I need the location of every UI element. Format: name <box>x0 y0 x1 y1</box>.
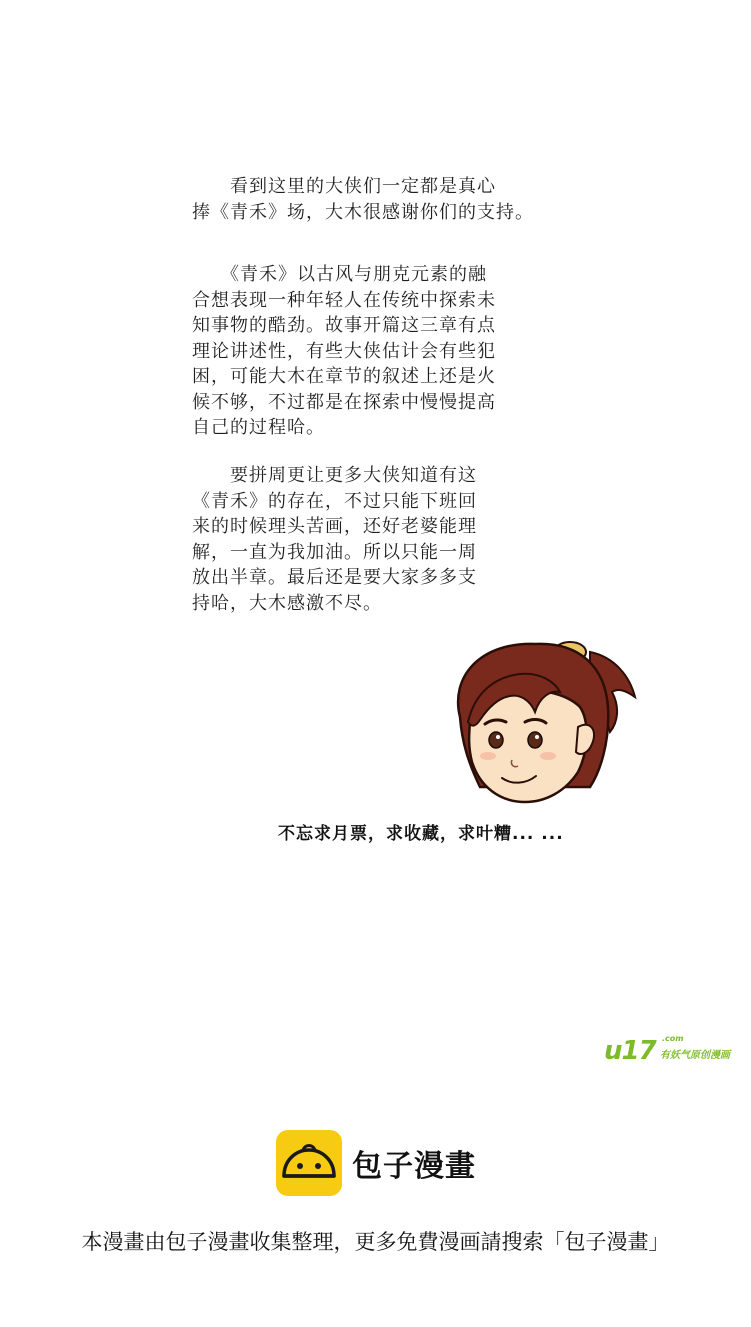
author-note-paragraph-3: 要拼周更让更多大侠知道有这 《青禾》的存在，不过只能下班回 来的时候理头苦画，还好老婆能理 解，一直为我加油。所以只能一周 放出半章。最后还是要大家多多支 持哈，大木感激不尽。 <box>192 465 477 614</box>
support-plea-text: 不忘求月票，求收藏，求叶糟... ... <box>278 824 564 844</box>
author-note-paragraph-2: 《青禾》以古风与朋克元素的融 合想表现一种年轻人在传统中探索未 知事物的酷劲。故事开篇这三章有点 理论讲述性，有些大侠估计会有些犯 困，可能大木在章节的叙述上还是火 候不够，不过都是在探索中慢慢提高 自己的过程哈。 <box>192 264 496 438</box>
author-avatar-illustration <box>440 622 640 822</box>
footer-notice: 本漫畫由包子漫畫收集整理，更多免費漫画請搜索「包子漫畫」 <box>81 1230 670 1254</box>
u17-logo-mark: u17 <box>604 1036 656 1066</box>
author-note-paragraph-1: 看到这里的大侠们一定都是真心 捧《青禾》场，大木很感谢你们的支持。 <box>192 176 534 223</box>
bun-face-icon <box>276 1130 342 1196</box>
u17-watermark <box>604 1034 744 1066</box>
u17-logo-domain: .com <box>662 1034 684 1043</box>
brand-name: 包子漫畫 <box>352 1149 476 1184</box>
u17-logo-tagline: 有妖气原创漫画 <box>660 1050 730 1061</box>
